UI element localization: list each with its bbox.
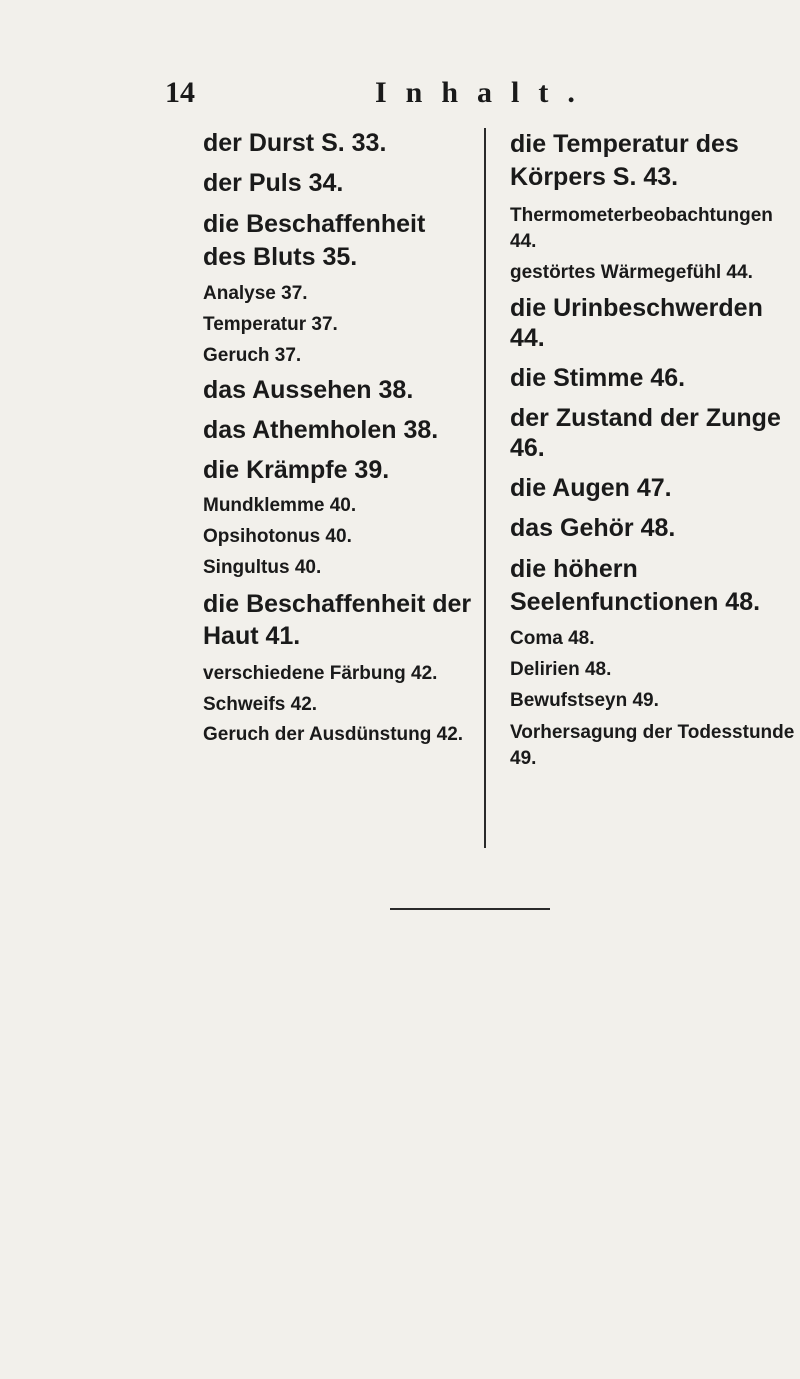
toc-entry: die Krämpfe 39. — [203, 456, 390, 485]
toc-subentry: Geruch der Ausdünstung 42. — [203, 724, 464, 746]
toc-left-column — [203, 128, 473, 755]
toc-entry: der Zustand der Zunge 46. — [510, 404, 781, 463]
toc-subentry: verschiedene Färbung 42. — [203, 662, 438, 684]
toc-entry: das Athemholen 38. — [203, 416, 439, 445]
toc-subentry: Schweifs 42. — [203, 693, 318, 715]
toc-entry: die Urinbeschwerden 44. — [510, 294, 763, 353]
page-header — [0, 76, 800, 116]
toc-entry: der Puls 34. — [203, 169, 344, 197]
toc-entry: die Temperatur des Körpers S. 43. — [510, 130, 739, 191]
toc-subentry: Opsihotonus 40. — [203, 526, 352, 548]
bottom-rule — [390, 908, 550, 910]
toc-subentry: Singultus 40. — [203, 556, 322, 578]
toc-entry: das Aussehen 38. — [203, 376, 414, 405]
toc-entry: die Stimme 46. — [510, 364, 686, 393]
toc-subentry: Temperatur 37. — [203, 313, 338, 335]
toc-right-column — [510, 128, 795, 780]
toc-subentry: Thermometerbeobachtungen 44. — [510, 205, 773, 252]
toc-entry: die Beschaffenheit der Haut 41. — [203, 589, 472, 651]
toc-subentry: Bewufstseyn 49. — [510, 689, 659, 711]
toc-entry: die Augen 47. — [510, 474, 672, 503]
toc-entry: das Gehör 48. — [510, 514, 676, 543]
running-title: Inhalt. — [375, 76, 594, 109]
toc-entry: der Durst S. 33. — [203, 129, 387, 157]
toc-entry: die höhern Seelenfunctionen 48. — [510, 555, 761, 616]
toc-entry: die Beschaffenheit des Bluts 35. — [203, 210, 426, 271]
toc-subentry: gestörtes Wärmegefühl 44. — [510, 262, 753, 284]
toc-subentry: Mundklemme 40. — [203, 495, 357, 517]
page-number: 14 — [165, 76, 195, 109]
toc-subentry: Geruch 37. — [203, 344, 302, 366]
toc-subentry: Delirien 48. — [510, 658, 612, 680]
toc-subentry: Analyse 37. — [203, 283, 308, 304]
column-divider — [484, 128, 486, 848]
toc-subentry: Vorhersagung der Todesstunde 49. — [510, 722, 795, 770]
toc-subentry: Coma 48. — [510, 628, 595, 650]
